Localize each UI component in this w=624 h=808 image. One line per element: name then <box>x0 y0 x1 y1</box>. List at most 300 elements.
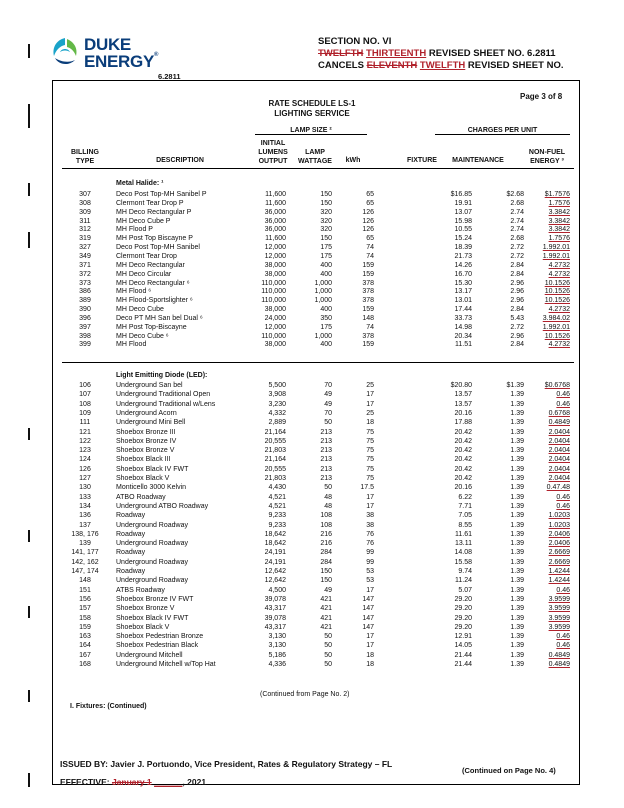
non-fuel-energy-cell: 2.0404 <box>548 456 570 464</box>
lumens-cell: 21,803 <box>264 475 286 482</box>
description-cell: MH Flood ⁶ <box>116 288 152 296</box>
maintenance-charge-cell: 2.74 <box>510 217 524 225</box>
non-fuel-energy-cell: 10.1526 <box>544 279 570 287</box>
maintenance-charge-cell: 1.39 <box>510 540 524 548</box>
kwh-cell: 74 <box>366 323 374 331</box>
table-row <box>62 252 574 261</box>
change-bar <box>28 183 30 196</box>
kwh-cell: 17 <box>366 400 374 408</box>
change-bar <box>28 530 30 542</box>
revision-strikethrough: ELEVENTH <box>366 60 418 71</box>
table-row <box>62 641 574 650</box>
description-cell: Underground Mini Bell <box>116 419 186 427</box>
non-fuel-energy-cell: $0.6768 <box>544 382 570 389</box>
fixture-charge-cell: 16.70 <box>454 270 472 278</box>
wattage-cell: 150 <box>320 235 332 243</box>
billing-type-cell: 309 <box>79 208 91 216</box>
table-row <box>62 190 574 199</box>
table-row <box>62 270 574 279</box>
billing-type-cell: 109 <box>79 409 91 417</box>
description-cell: MH Deco Rectangular <box>116 261 185 269</box>
maintenance-charge-cell: 2.96 <box>510 297 524 305</box>
kwh-cell: 18 <box>366 651 374 659</box>
fixture-charge-cell: 17.88 <box>454 419 472 427</box>
fixture-charge-cell: 11.51 <box>455 341 472 349</box>
non-fuel-energy-cell: 3.9599 <box>548 595 570 603</box>
table-row <box>62 199 574 208</box>
wattage-cell: 350 <box>320 314 332 322</box>
kwh-cell: 74 <box>366 244 374 252</box>
table-row <box>62 390 574 399</box>
maintenance-charge-cell: $1.39 <box>506 382 524 389</box>
wattage-cell: 213 <box>320 428 332 436</box>
revision-insert: THIRTEENTH <box>366 48 427 59</box>
fixture-charge-cell: 15.24 <box>454 235 472 243</box>
lumens-cell: 12,000 <box>264 323 286 331</box>
non-fuel-energy-cell: 4.2732 <box>548 306 570 314</box>
maintenance-charge-cell: 1.39 <box>510 642 524 650</box>
maintenance-charge-cell: 1.39 <box>510 568 524 575</box>
kwh-cell: 147 <box>362 623 374 631</box>
kwh-cell: 159 <box>362 341 374 349</box>
description-cell: ATBO Roadway <box>116 493 166 501</box>
col-header-lamp-wattage: LAMP WATTAGE <box>298 149 332 165</box>
table-row <box>62 502 574 511</box>
lumens-cell: 24,191 <box>264 549 286 557</box>
fixture-charge-cell: 13.11 <box>455 540 472 548</box>
wattage-cell: 50 <box>324 633 332 641</box>
table-row <box>62 493 574 502</box>
description-cell: MH Deco Cube <box>116 306 164 314</box>
billing-type-cell: 147, 174 <box>71 568 99 575</box>
non-fuel-energy-cell: 4.2732 <box>548 341 570 349</box>
non-fuel-energy-cell: $1.7576 <box>544 191 570 198</box>
billing-type-cell: 372 <box>79 270 91 278</box>
description-cell: Shoebox Pedestrian Black <box>116 642 199 650</box>
lumens-cell: 38,000 <box>264 270 286 278</box>
table-row <box>62 279 574 288</box>
non-fuel-energy-cell: 10.1526 <box>544 332 570 340</box>
kwh-cell: 75 <box>366 437 374 445</box>
wattage-cell: 150 <box>320 191 332 198</box>
non-fuel-energy-cell: 3.9599 <box>548 605 570 613</box>
maintenance-charge-cell: 1.39 <box>510 502 524 510</box>
wattage-cell: 50 <box>324 419 332 427</box>
description-cell: Shoebox Black IV FWT <box>116 614 189 622</box>
description-cell: Shoebox Black V <box>116 623 170 631</box>
lumens-cell: 3,130 <box>268 633 286 641</box>
wattage-cell: 400 <box>320 341 332 349</box>
maintenance-charge-cell: 5.43 <box>510 314 524 322</box>
lumens-cell: 38,000 <box>264 341 286 349</box>
table-row <box>62 208 574 217</box>
lumens-cell: 18,642 <box>264 530 286 538</box>
kwh-cell: 378 <box>362 279 374 287</box>
lumens-cell: 3,908 <box>268 391 286 399</box>
billing-type-cell: 390 <box>79 306 91 314</box>
billing-type-cell: 398 <box>79 332 91 340</box>
fixture-charge-cell: 20.16 <box>454 409 472 417</box>
col-header-initial-lumens: INITIAL LUMENS OUTPUT <box>258 140 288 165</box>
fixture-charge-cell: 15.30 <box>454 279 472 287</box>
kwh-cell: 378 <box>362 332 374 340</box>
col-header-maintenance: MAINTENANCE <box>452 157 504 164</box>
billing-type-cell: 386 <box>79 288 91 296</box>
fixture-charge-cell: 14.08 <box>454 549 472 557</box>
description-cell: Underground ATBO Roadway <box>116 502 209 510</box>
kwh-cell: 75 <box>366 475 374 482</box>
kwh-cell: 99 <box>366 558 374 566</box>
non-fuel-energy-cell: 0.6768 <box>548 409 570 417</box>
maintenance-charge-cell: 1.39 <box>510 475 524 482</box>
wattage-cell: 1,000 <box>314 288 332 296</box>
billing-type-cell: 134 <box>79 502 91 510</box>
non-fuel-energy-cell: 10.1526 <box>544 288 570 296</box>
wattage-cell: 175 <box>320 323 332 331</box>
non-fuel-energy-cell: 0.4849 <box>548 419 570 427</box>
fixture-charge-cell: 29.20 <box>454 605 472 613</box>
wattage-cell: 216 <box>320 540 332 548</box>
non-fuel-energy-cell: 2.0404 <box>548 465 570 473</box>
lumens-cell: 36,000 <box>264 226 286 234</box>
billing-type-cell: 319 <box>79 235 91 243</box>
lumens-cell: 110,000 <box>261 297 286 305</box>
wattage-cell: 284 <box>320 558 332 566</box>
lumens-cell: 12,000 <box>264 244 286 252</box>
maintenance-charge-cell: 1.39 <box>510 595 524 603</box>
table-row <box>62 332 574 341</box>
non-fuel-energy-cell: 2.6669 <box>548 558 570 566</box>
maintenance-charge-cell: 1.39 <box>510 651 524 659</box>
change-bar <box>28 44 30 58</box>
description-cell: Underground San bel <box>116 382 183 389</box>
description-cell: Underground Mitchell w/Top Hat <box>116 661 216 668</box>
kwh-cell: 17 <box>366 493 374 501</box>
table-row <box>62 576 574 585</box>
kwh-cell: 76 <box>366 540 374 548</box>
description-cell: Roadway <box>116 549 146 557</box>
billing-type-cell: 159 <box>79 623 91 631</box>
table-row <box>62 604 574 613</box>
revision-strikethrough: TWELFTH <box>318 48 364 59</box>
wattage-cell: 48 <box>324 502 332 510</box>
lumens-cell: 21,803 <box>264 447 286 455</box>
wattage-cell: 400 <box>320 306 332 314</box>
description-cell: MH Deco Cube P <box>116 217 171 225</box>
non-fuel-energy-cell: 4.2732 <box>548 270 570 278</box>
fixture-charge-cell: 13.01 <box>454 297 472 305</box>
lumens-cell: 24,191 <box>264 558 286 566</box>
billing-type-cell: 349 <box>79 252 91 260</box>
billing-type-cell: 127 <box>79 475 91 482</box>
fixture-charge-cell: 20.42 <box>454 447 472 455</box>
lumens-cell: 11,600 <box>265 199 286 207</box>
fixture-charge-cell: 20.42 <box>454 465 472 473</box>
logo-word-energy: ENERGY® <box>84 52 159 71</box>
table-row <box>62 287 574 296</box>
table-row <box>62 548 574 557</box>
wattage-cell: 70 <box>324 409 332 417</box>
description-cell: Shoebox Bronze V <box>116 447 175 455</box>
fixture-charge-cell: 21.44 <box>454 651 472 659</box>
lumens-cell: 3,230 <box>268 400 286 408</box>
kwh-cell: 159 <box>362 306 374 314</box>
fixture-charge-cell: 15.58 <box>454 558 472 566</box>
billing-type-cell: 141, 177 <box>71 549 99 557</box>
lumens-cell: 110,000 <box>261 288 286 296</box>
fixture-charge-cell: 17.44 <box>454 306 472 314</box>
description-cell: Shoebox Black V <box>116 475 170 482</box>
maintenance-charge-cell: 1.39 <box>510 633 524 641</box>
fixture-charge-cell: 20.42 <box>454 437 472 445</box>
lumens-cell: 11,600 <box>265 191 286 198</box>
description-cell: Underground Roadway <box>116 577 188 585</box>
metal-halide-heading: Metal Halide: ¹ <box>116 180 164 187</box>
billing-type-cell: 167 <box>79 651 91 659</box>
wattage-cell: 320 <box>320 217 332 225</box>
kwh-cell: 75 <box>366 447 374 455</box>
table-row <box>62 428 574 437</box>
lumens-cell: 38,000 <box>264 261 286 269</box>
fixture-charge-cell: 33.73 <box>454 314 472 322</box>
kwh-cell: 38 <box>366 512 374 520</box>
non-fuel-energy-cell: 0.46 <box>556 642 570 650</box>
billing-type-cell: 156 <box>79 595 91 603</box>
billing-type-cell: 138, 176 <box>71 530 99 538</box>
maintenance-charge-cell: 1.39 <box>510 577 524 585</box>
wattage-cell: 213 <box>320 475 332 482</box>
lumens-cell: 21,164 <box>264 428 286 436</box>
lumens-cell: 36,000 <box>264 217 286 225</box>
maintenance-charge-cell: 2.72 <box>510 252 524 260</box>
change-bar <box>28 232 30 248</box>
fixture-charge-cell: 20.16 <box>454 484 472 492</box>
section-rule <box>62 362 574 363</box>
description-cell: Shoebox Bronze III <box>116 428 176 436</box>
description-cell: MH Deco Rectangular P <box>116 208 192 216</box>
billing-type-cell: 136 <box>79 512 91 520</box>
non-fuel-energy-cell: 1.0203 <box>548 521 570 529</box>
maintenance-charge-cell: 2.96 <box>510 332 524 340</box>
lumens-cell: 11,600 <box>265 235 286 243</box>
lumens-cell: 9,233 <box>268 521 286 529</box>
col-header-non-fuel-energy: NON-FUEL ENERGY ³ <box>528 149 566 165</box>
lumens-cell: 38,000 <box>264 306 286 314</box>
table-row <box>62 243 574 252</box>
billing-type-cell: 373 <box>79 279 91 287</box>
description-cell: MH Deco Rectangular ⁶ <box>116 279 190 287</box>
non-fuel-energy-cell: 4.2732 <box>548 261 570 269</box>
kwh-cell: 159 <box>362 270 374 278</box>
duke-energy-logo-icon <box>50 36 80 68</box>
table-row <box>62 381 574 390</box>
table-row <box>62 455 574 464</box>
table-row <box>62 400 574 409</box>
effective-date: EFFECTIVE: January 1 ______, 2021 <box>60 777 207 787</box>
description-cell: MH Flood-Sportslighter ⁶ <box>116 297 193 305</box>
description-cell: Underground Roadway <box>116 558 188 566</box>
maintenance-charge-cell: 2.68 <box>510 235 524 243</box>
non-fuel-energy-cell: 3.9599 <box>548 614 570 622</box>
maintenance-charge-cell: 1.39 <box>510 437 524 445</box>
revised-sheet-line: TWELFTH THIRTEENTH REVISED SHEET NO. 6.2811 <box>318 48 556 59</box>
table-row <box>62 623 574 632</box>
charges-group-header: CHARGES PER UNIT <box>435 127 570 135</box>
fixture-charge-cell: 14.98 <box>454 323 472 331</box>
billing-type-cell: 168 <box>79 661 91 668</box>
fixture-charge-cell: 13.17 <box>454 288 472 296</box>
wattage-cell: 421 <box>320 595 332 603</box>
lumens-cell: 4,500 <box>268 586 286 594</box>
logo-word-duke: DUKE <box>84 35 131 54</box>
section-number: SECTION NO. VI <box>318 36 392 47</box>
description-cell: Shoebox Bronze V <box>116 605 175 613</box>
table-row <box>62 465 574 474</box>
billing-type-cell: 158 <box>79 614 91 622</box>
cancels-line: CANCELS ELEVENTH TWELFTH REVISED SHEET NO. <box>318 60 564 71</box>
billing-type-cell: 133 <box>79 493 91 501</box>
billing-type-cell: 157 <box>79 605 91 613</box>
wattage-cell: 421 <box>320 623 332 631</box>
lumens-cell: 5,186 <box>268 651 286 659</box>
table-row <box>62 567 574 576</box>
description-cell: Underground Traditional w/Lens <box>116 400 216 408</box>
wattage-cell: 49 <box>324 391 332 399</box>
table-row <box>62 595 574 604</box>
non-fuel-energy-cell: 1.992.01 <box>542 252 570 260</box>
kwh-cell: 378 <box>362 297 374 305</box>
maintenance-charge-cell: 1.39 <box>510 409 524 417</box>
wattage-cell: 49 <box>324 400 332 408</box>
description-cell: Underground Roadway <box>116 521 188 529</box>
kwh-cell: 159 <box>362 261 374 269</box>
wattage-cell: 50 <box>324 642 332 650</box>
fixture-charge-cell: 10.55 <box>454 226 472 234</box>
fixture-charge-cell: 20.42 <box>454 456 472 464</box>
lumens-cell: 43,317 <box>264 623 286 631</box>
kwh-cell: 65 <box>366 235 374 243</box>
col-header-fixture: FIXTURE <box>407 157 437 164</box>
fixture-charge-cell: 14.26 <box>454 261 472 269</box>
lumens-cell: 12,642 <box>264 577 286 585</box>
non-fuel-energy-cell: 1.992.01 <box>542 323 570 331</box>
fixture-charge-cell: 7.05 <box>458 512 472 520</box>
table-row <box>62 234 574 243</box>
description-cell: Shoebox Black III <box>116 456 171 464</box>
wattage-cell: 48 <box>324 493 332 501</box>
col-header-billing-type: BILLING TYPE <box>71 149 99 165</box>
non-fuel-energy-cell: 1.992.01 <box>542 244 570 252</box>
col-header-description: DESCRIPTION <box>156 157 204 164</box>
non-fuel-energy-cell: 1.4244 <box>548 568 570 575</box>
header-rule <box>62 168 574 169</box>
billing-type-cell: 142, 162 <box>71 558 99 566</box>
lumens-cell: 3,130 <box>268 642 286 650</box>
wattage-cell: 400 <box>320 261 332 269</box>
billing-type-cell: 107 <box>79 391 91 399</box>
table-row <box>62 539 574 548</box>
lumens-cell: 4,336 <box>268 661 286 668</box>
wattage-cell: 1,000 <box>314 297 332 305</box>
description-cell: Underground Traditional Open <box>116 391 211 399</box>
description-cell: Monticello 3000 Kelvin <box>116 484 187 492</box>
fixture-charge-cell: 13.57 <box>454 400 472 408</box>
wattage-cell: 421 <box>320 605 332 613</box>
maintenance-charge-cell: 1.39 <box>510 549 524 557</box>
billing-type-cell: 108 <box>79 400 91 408</box>
maintenance-charge-cell: 1.39 <box>510 391 524 399</box>
lumens-cell: 20,555 <box>264 437 286 445</box>
continued-on-note: (Continued on Page No. 4) <box>462 766 556 775</box>
non-fuel-energy-cell: 3.3842 <box>548 226 570 234</box>
billing-type-cell: 311 <box>79 217 91 225</box>
table-row <box>62 340 574 349</box>
fixtures-continued-label: I. Fixtures: (Continued) <box>70 703 147 710</box>
maintenance-charge-cell: 2.74 <box>510 226 524 234</box>
maintenance-charge-cell: 1.39 <box>510 614 524 622</box>
wattage-cell: 421 <box>320 614 332 622</box>
lumens-cell: 20,555 <box>264 465 286 473</box>
lumens-cell: 4,430 <box>268 484 286 492</box>
schedule-subtitle: LIGHTING SERVICE <box>274 109 350 118</box>
maintenance-charge-cell: 1.39 <box>510 558 524 566</box>
kwh-cell: 75 <box>366 456 374 464</box>
description-cell: MH Post Top Biscayne P <box>116 235 193 243</box>
maintenance-charge-cell: 2.72 <box>510 244 524 252</box>
billing-type-cell: 164 <box>79 642 91 650</box>
non-fuel-energy-cell: 2.0404 <box>548 428 570 436</box>
billing-type-cell: 139 <box>79 540 91 548</box>
lumens-cell: 39,078 <box>264 595 286 603</box>
fixture-charge-cell: 29.20 <box>454 623 472 631</box>
kwh-cell: 17.5 <box>360 484 374 492</box>
non-fuel-energy-cell: 2.0404 <box>548 437 570 445</box>
billing-type-cell: 308 <box>79 199 91 207</box>
maintenance-charge-cell: 2.84 <box>510 261 524 269</box>
wattage-cell: 108 <box>320 512 332 520</box>
wattage-cell: 150 <box>320 577 332 585</box>
description-cell: MH Deco Circular <box>116 270 172 278</box>
table-row <box>62 614 574 623</box>
wattage-cell: 50 <box>324 484 332 492</box>
table-row <box>62 409 574 418</box>
fixture-charge-cell: 7.71 <box>458 502 472 510</box>
table-row <box>62 305 574 314</box>
non-fuel-energy-cell: 10.1526 <box>544 297 570 305</box>
maintenance-charge-cell: 1.39 <box>510 586 524 594</box>
table-row <box>62 217 574 226</box>
fixture-charge-cell: 6.22 <box>458 493 472 501</box>
maintenance-charge-cell: 1.39 <box>510 465 524 473</box>
fixture-charge-cell: 29.20 <box>454 595 472 603</box>
schedule-title: RATE SCHEDULE LS-1 <box>268 99 356 108</box>
kwh-cell: 378 <box>362 288 374 296</box>
table-row <box>62 474 574 483</box>
kwh-cell: 75 <box>366 428 374 436</box>
kwh-cell: 126 <box>362 217 374 225</box>
maintenance-charge-cell: 2.84 <box>510 341 524 349</box>
table-row <box>62 261 574 270</box>
wattage-cell: 175 <box>320 244 332 252</box>
non-fuel-energy-cell: 0.46 <box>556 391 570 399</box>
non-fuel-energy-cell: 1.7576 <box>548 235 570 243</box>
description-cell: Shoebox Black IV FWT <box>116 465 189 473</box>
non-fuel-energy-cell: 3.984.02 <box>542 314 570 322</box>
maintenance-charge-cell: 1.39 <box>510 605 524 613</box>
kwh-cell: 99 <box>366 549 374 557</box>
wattage-cell: 284 <box>320 549 332 557</box>
kwh-cell: 17 <box>366 586 374 594</box>
